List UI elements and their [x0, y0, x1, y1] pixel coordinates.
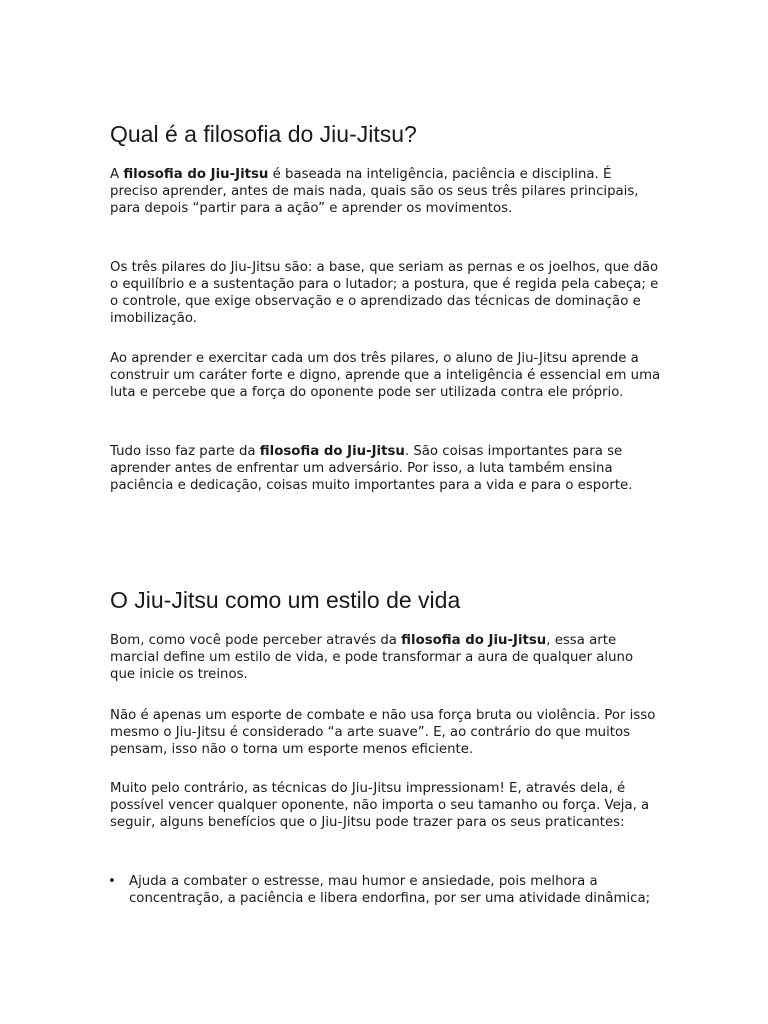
- bold-text: filosofia do Jiu-Jitsu: [259, 444, 405, 459]
- paragraph: [110, 632, 662, 683]
- paragraph: [110, 443, 662, 494]
- text-run: . São coisas importantes para se aprender antes de enfrentar um adversário. Por isso, a luta também ensina paciência e dedicação, coisas muito importantes para a vida e para o esporte.: [110, 444, 633, 493]
- list-item-text: Ajuda a combater o estresse, mau humor e ansiedade, pois melhora a concentração, a paciência e libera endorfina, por ser uma atividade dinâmica;: [129, 874, 651, 906]
- text-run: A: [110, 167, 124, 182]
- list-item: [110, 873, 662, 907]
- text-run: , essa arte marcial define um estilo de vida, e pode transformar a aura de qualquer aluno que inicie os treinos.: [110, 633, 634, 682]
- text-run: Bom, como você pode perceber através da: [110, 633, 402, 648]
- paragraph: [110, 166, 662, 217]
- text-run: Tudo isso faz parte da: [110, 444, 260, 459]
- bold-text: filosofia do Jiu-Jitsu: [123, 167, 269, 182]
- paragraph: Os três pilares do Jiu-Jitsu são: a base, que seriam as pernas e os joelhos, que dão o equilíbrio e a sustentação para o lutador; a postura, que é regida pela cabeça; e o controle, que exige observação e o aprendizado das técnicas de dominação e imobilização.: [110, 260, 659, 326]
- section-heading-philosophy: Qual é a filosofia do Jiu-Jitsu?: [110, 121, 417, 147]
- paragraph: Muito pelo contrário, as técnicas do Jiu-Jitsu impressionam! E, através dela, é possível vencer qualquer oponente, não importa o seu tamanho ou força. Veja, a seguir, alguns benefícios que o Jiu-Jitsu pode trazer para os seus praticantes:: [110, 781, 650, 830]
- text-run: é baseada na inteligência, paciência e disciplina. É preciso aprender, antes de mais nada, quais são os seus três pilares principais, para depois “partir para a ação” e aprender os movimentos.: [110, 167, 639, 216]
- paragraph: Não é apenas um esporte de combate e não usa força bruta ou violência. Por isso mesmo o Jiu-Jitsu é considerado “a arte suave”. E, ao contrário do que muitos pensam, isso não o torna um esporte menos eficiente.: [110, 708, 656, 757]
- benefits-list: [110, 873, 662, 907]
- bold-text: filosofia do Jiu-Jitsu: [401, 633, 547, 648]
- bullet-marker: •: [108, 874, 116, 889]
- section-heading-lifestyle: O Jiu-Jitsu como um estilo de vida: [110, 587, 461, 613]
- paragraph: Ao aprender e exercitar cada um dos três pilares, o aluno de Jiu-Jitsu aprende a construir um caráter forte e digno, aprende que a inteligência é essencial em uma luta e percebe que a força do oponente pode ser utilizada contra ele próprio.: [110, 351, 661, 400]
